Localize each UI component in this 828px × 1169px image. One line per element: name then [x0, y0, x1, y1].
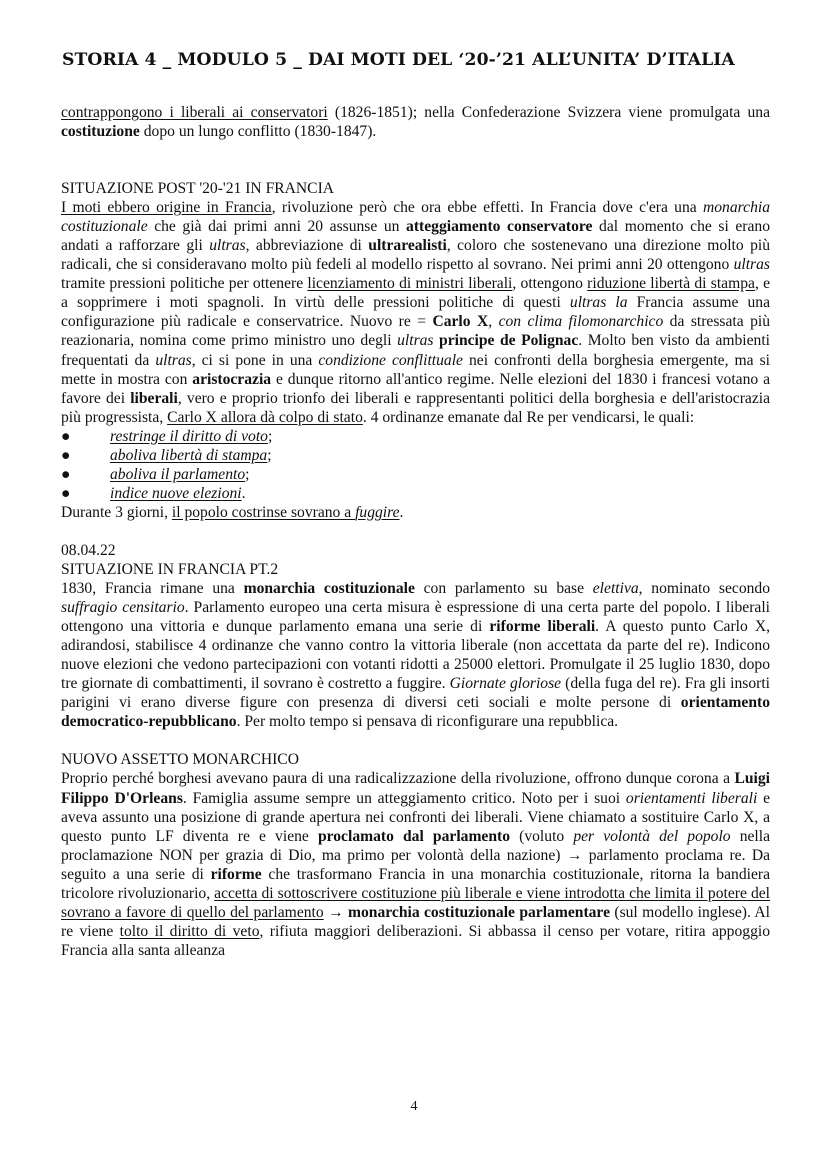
paragraph-situazione-francia: I moti ebbero origine in Francia, rivoluzione però che ora ebbe effetti. In Francia dove c'era una monarchia costituzionale che già dai primi anni 20 assunse un atteggiamento conservatore dal momento che si erano andati a rafforzare gli ultras, abbreviazione di ultrarealisti, coloro che sostenevano una direzione molto più radicali, che si consideravano molto più fedeli al modello rispetto al sovrano. Nei primi anni 20 ottengono ultras tramite pressioni politiche per ottenere licenziamento di ministri liberali, ottengono riduzione libertà di stampa, e a sopprimere i moti spagnoli. In virtù delle pressioni politiche di questi ultras la Francia assume una configurazione più radicale e conservatrice. Nuovo re = Carlo X, con clima filomonarchico da stressata più reazionaria, nomina come primo ministro uno degli ultras principe de Polignac. Molto ben visto da ambienti frequentati da ultras, ci si pone in una condizione conflittuale nei confronti della borghesia emergente, ma si mette in mostra con aristocrazia e dunque ritorno all'antico regime. Nelle elezioni del 1830 i francesi votano a favore dei liberali, vero e proprio trionfo dei liberali e rappresentanti politici della borghesia e dell'aristocrazia più progressista, Carlo X allora dà colpo di stato. 4 ordinanze emanate dal Re per vendicarsi, le quali:	[61, 199, 771, 426]
underlined-text: contrappongono i liberali ai conservatori	[61, 104, 328, 121]
list-item: ● aboliva il parlamento;	[61, 465, 250, 483]
bullet-icon: ●	[61, 465, 71, 483]
lecture-date: 08.04.22	[61, 541, 116, 559]
paragraph-nuovo-assetto: Proprio perché borghesi avevano paura di una radicalizzazione della rivoluzione, offrono dunque corona a Luigi Filippo D'Orleans. Famiglia assume sempre un atteggiamento critico. Noto per i suoi orientamenti liberali e aveva assunto una posizione di grande apertura nei confronti dei liberali. Viene chiamato a sostituire Carlo X, a questo punto LF diventa re e viene proclamato dal parlamento (voluto per volontà del popolo nella proclamazione NON per grazia di Dio, ma primo per volontà della nazione) → parlamento proclama re. Da seguito a una serie di riforme che trasformano Francia in una monarchia costituzionale, ritorna la bandiera tricolore rivoluzionario, accetta di sottoscrivere costituzione più liberale e viene introdotta che limita il potere del sovrano a favore di quello del parlamento → monarchia costituzionale parlamentare (sul modello inglese). Al re viene tolto il diritto di veto, rifiuta maggiori deliberazioni. Si abbassa il censo per votare, ritira appoggio Francia alla santa alleanza	[61, 770, 771, 959]
intro-paragraph: contrappongono i liberali ai conservatori (1826-1851); nella Confederazione Svizzera viene promulgata una costituzione dopo un lungo conflitto (1830-1847).	[61, 104, 771, 141]
bullet-icon: ●	[61, 446, 71, 464]
bullet-icon: ●	[61, 427, 71, 445]
list-item: ● aboliva libertà di stampa;	[61, 446, 272, 464]
paragraph-conclusion: Durante 3 giorni, il popolo costrinse sovrano a fuggire.	[61, 503, 404, 521]
list-item: ● indice nuove elezioni.	[61, 484, 246, 502]
paragraph-francia-pt2: 1830, Francia rimane una monarchia costituzionale con parlamento su base elettiva, nominato secondo suffragio censitario. Parlamento europeo una certa misura è espressione di una certa parte del popolo. I liberali ottengono una vittoria e dunque parlamento emana una serie di riforme liberali. A questo punto Carlo X, adirandosi, stabilisce 4 ordinanze che vanno contro la vittoria liberale (non accettata da parte del re). Indicono nuove elezioni che vedono partecipazioni con votanti ridotti a 25000 elettori. Promulgate il 25 luglio 1830, dopo tre giornate di combattimenti, il sovrano è costretto a fuggire. Giornate gloriose (della fuga del re). Fra gli insorti parigini vi erano diverse figure con presenza di diversi ceti sociali e molte persone di orientamento democratico-repubblicano. Per molto tempo si pensava di riconfigurare una repubblica.	[61, 580, 771, 731]
section-heading-post-20-21: SITUAZIONE POST '20-'21 IN FRANCIA	[61, 180, 335, 198]
page-title: STORIA 4 _ MODULO 5 _ DAI MOTI DEL ‘20-’21 ALL’UNITA’ D’ITALIA	[62, 50, 735, 70]
page-number: 4	[410, 1099, 418, 1114]
section-heading-francia-pt2: SITUAZIONE IN FRANCIA PT.2	[61, 560, 279, 578]
bold-text: costituzione	[61, 123, 140, 141]
list-item: ● restringe il diritto di voto;	[61, 427, 273, 445]
document-body	[61, 103, 770, 960]
ordinanze-list	[61, 427, 770, 503]
bullet-icon: ●	[61, 484, 71, 502]
section-heading-nuovo-assetto: NUOVO ASSETTO MONARCHICO	[61, 751, 299, 769]
